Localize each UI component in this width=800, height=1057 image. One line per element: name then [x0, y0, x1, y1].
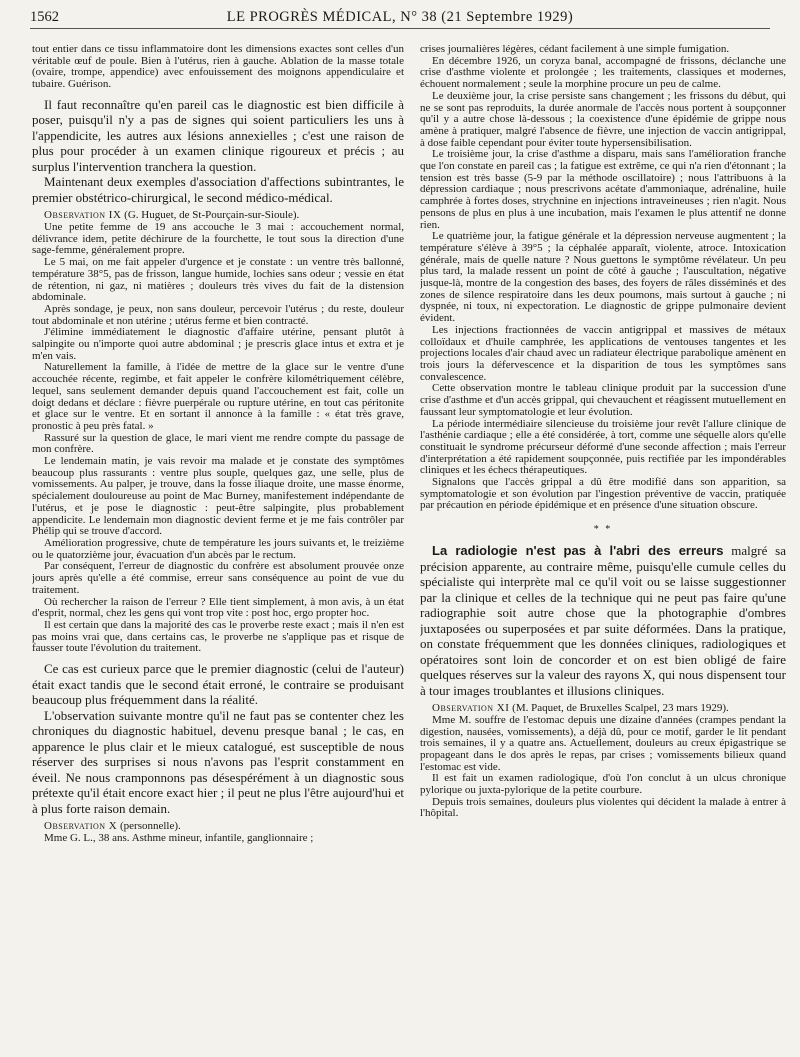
- radiology-text: malgré sa précision apparente, au contraire même, puisqu'elle cumule celles du spécialiste qui interprète mal ce qu'il voit ou se laisse suggestionner par la clinique et celles de la technique qui ne peut pas faire qu'une radiographie soit autre chose que la photographie d'ombres juxtaposées ou superposées et par suite déformées. Dans la pratique, on constate fréquemment que les données cliniques, radiologiques et opératoires sont loin de concorder et on est bien obligé de faire quelques réserves sur la valeur des rayons X, qui nous dispensent tour à tour images troublantes et illusions cliniques.: [420, 543, 786, 698]
- page-header: [30, 6, 770, 29]
- running-title: LE PROGRÈS MÉDICAL, N° 38 (21 Septembre 1929): [226, 8, 574, 25]
- paragraph: Depuis trois semaines, douleurs plus violentes qui décident la malade à entrer à l'hôpital.: [420, 795, 786, 820]
- paragraph: Les injections fractionnées de vaccin antigrippal et massives de métaux colloïdaux et d'huile camphrée, les applications de ventouses tangentes et les projections locales d'air chaud avec un radiateur électrique parabolique amènent en trois jours la défervescence et la disparition de tous les symptômes sans convalescence.: [420, 323, 786, 383]
- paragraph: Le lendemain matin, je vais revoir ma malade et je constate des symptômes beaucoup plus rassurants : ventre plus souple, quelques gaz, une selle, plus de vomissements. Au palper, je trouve, dans la fosse iliaque droite, une masse énorme, spécialement douloureuse au point de Mac Burney, manifestement indépendante de l'utérus, et je pose le diagnostic : peut-être salpingite, plus probablement appendicite. Le lendemain mon diagnostic devient ferme et je me fais contrôler par Phélip qui se trouve d'accord.: [32, 455, 404, 538]
- paragraph: Mme G. L., 38 ans. Asthme mineur, infantile, ganglionnaire ;: [44, 831, 314, 844]
- paragraph: Signalons que l'accès grippal a dû être modifié dans son apparition, sa symptomatologie et son évolution par l'ingestion préventive de vaccin, pratiquée par précaution en période épidémique et en présence d'une situation obscure.: [420, 476, 786, 512]
- paragraph: Naturellement la famille, à l'idée de mettre de la glace sur le ventre d'une accouchée récente, regimbe, et fait appeler le confrère kilométriquement célèbre, lequel, sans seulement demander depuis quand l'accouchement est fait, colle un doigt dedans et déclare : fièvre puerpérale ou rupture utérine, en tout cas péritonite et glace sur le ventre. Et en sortant il annonce à la famille : « état très grave, pronostic à peu près fatal. »: [32, 361, 404, 432]
- paragraph: Après sondage, je peux, non sans douleur, percevoir l'utérus ; du reste, douleur tout abdominale et non utérine ; utérus ferme et bien contracté.: [32, 302, 404, 327]
- radiology-paragraph: [420, 543, 786, 698]
- observation-source: (G. Huguet, de St-Pourçain-sur-Sioule).: [124, 209, 300, 222]
- paragraph: J'élimine immédiatement le diagnostic d'affaire utérine, pensant plutôt à salpingite ou n'importe quoi autre abdominal ; je prescris glace intus et extra et je m'en vais.: [32, 326, 404, 362]
- paragraph: L'observation suivante montre qu'il ne faut pas se contenter chez les chroniques du diagnostic habituel, devenu presque banal ; le cas, en apparence le plus clair et le mieux catalogué, est susceptible de nous réserver des surprises si nous n'avons pas l'esprit constamment en éveil. Ne nous cramponnons pas désespérément à un diagnostic sous prétexte qu'il était encore exact hier ; il peut ne plus l'être aujourd'hui et à plus forte raison demain.: [32, 707, 404, 816]
- section-separator: * *: [593, 524, 613, 536]
- paragraph: Mme M. souffre de l'estomac depuis une dizaine d'années (crampes pendant la digestion, nausées, vomissements), a déjà dû, pour ce motif, garder le lit pendant trois semaines, il y a quatre ans. Actuellement, douleurs au creux épigastrique se propageant dans le dos après le repas, par crises ; vomissements bilieux quand l'estomac est vide.: [420, 713, 786, 773]
- paragraph: Rassuré sur la question de glace, le mari vient me rendre compte du passage de mon confrère.: [32, 431, 404, 456]
- observation-source: (M. Paquet, de Bruxelles Scalpel, 23 mars 1929).: [512, 702, 729, 715]
- paragraph: En décembre 1926, un coryza banal, accompagné de frissons, déclanche une crise d'asthme violente et prolongée ; les traitements, classiques et modernes, échouent normalement ; seule la morphine procure un peu de calme.: [420, 54, 786, 91]
- paragraph: Il est fait un examen radiologique, d'où l'on conclut à un ulcus chronique pylorique ou juxta-pylorique de la petite courbure.: [420, 772, 786, 797]
- paragraph: Où rechercher la raison de l'erreur ? Elle tient simplement, à mon avis, à un état d'esprit, normal, chez les gens qui vont trop vite : post hoc, ergo propter hoc.: [32, 595, 404, 620]
- paragraph: Maintenant deux exemples d'association d'affections subintrantes, le premier obstétrico-chirurgical, le second médico-médical.: [32, 174, 404, 205]
- paragraph: Par conséquent, l'erreur de diagnostic du confrère est absolument prouvée onze jours après qu'elle a été commise, erreur sans conséquence au point de vue du traitement.: [32, 560, 404, 596]
- paragraph: Il faut reconnaître qu'en pareil cas le diagnostic est bien difficile à poser, puisqu'il n'y a pas de signes qui soient particuliers les uns à l'appendicite, les autres aux lésions annexielles ; c'est une raison de plus pour procéder à un examen clinique rigoureux et précis ; au surplus l'intervention tranchera la question.: [32, 96, 404, 174]
- page-number: 1562: [30, 8, 59, 25]
- paragraph: Amélioration progressive, chute de température les jours suivants et, le treizième ou le quatorzième jour, évacuation d'un abcès par le rectum.: [32, 537, 404, 561]
- right-column: [420, 44, 786, 1054]
- left-column: [32, 44, 404, 1054]
- paragraph: Le 5 mai, on me fait appeler d'urgence et je constate : un ventre très ballonné, température 38°5, pas de frisson, langue humide, lochies sans odeur ; vessie en état de rétention, ni gaz, ni matières ; douleurs très vives du fait de la distension abdominale.: [32, 256, 404, 304]
- observation-heading: [32, 821, 404, 833]
- paragraph: Le quatrième jour, la fatigue générale et la dépression nerveuse augmentent ; la température s'élève à 39°5 ; la céphalée apparaît, violente, atroce. Intoxication générale, mais de quelle nature ? Nous guettons le symptôme révélateur. Un peu plus tard, la malade ressent un point de côté à gauche ; l'auscultation, négative jusque-là, montre de la congestion des bases, des foyers de râles disséminés et des zones de silence respiratoire dans les deux poumons, mais surtout à gauche ; ni dyspnée, ni toux, ni expectoration. Le diagnostic de grippe pulmonaire devient évident.: [420, 230, 786, 325]
- paragraph: Une petite femme de 19 ans accouche le 3 mai : accouchement normal, délivrance idem, petite déchirure de la fourchette, le tout sous la direction d'une sage-femme, généralement propre.: [32, 221, 404, 257]
- paragraph: La période intermédiaire silencieuse du troisième jour revêt l'allure clinique de l'asthénie cardiaque ; elle a été considérée, à tort, comme une séquelle alors qu'elle constituait le syndrome précurseur déformé d'une seconde affection ; mais l'erreur d'interprétation a été rapidement soupçonnée, puis rectifiée par les impondérables cliniques et les échecs thérapeutiques.: [420, 417, 786, 477]
- radiology-heading: La radiologie n'est pas à l'abri des erreurs: [432, 543, 724, 559]
- observation-label: Observation IX: [44, 209, 122, 222]
- paragraph: Il est certain que dans la majorité des cas le proverbe reste exact ; mais il n'en est pas moins vrai que, dans certains cas, le proverbe ne s'applique pas et risque de fausser toute l'évolution du traitement.: [32, 618, 404, 655]
- observation-label: Observation XI: [432, 702, 510, 715]
- paragraph: crises journalières légères, cédant facilement à une simple fumigation.: [420, 44, 730, 55]
- paragraph: tout entier dans ce tissu inflammatoire dont les dimensions exactes sont celles d'un véritable œuf de poule. Bien à l'utérus, rien à gauche. Ablation de la masse totale (ovaire, trompe, appendice) avec enfouissement des moignons appendiculaire et tubaire. Guérison.: [32, 44, 404, 91]
- paragraph: Ce cas est curieux parce que le premier diagnostic (celui de l'auteur) était exact tandis que le second était erroné, le contraire se produisant beaucoup plus fréquemment dans la réalité.: [32, 661, 404, 708]
- paragraph: Cette observation montre le tableau clinique produit par la succession d'une crise d'asthme et d'un accès grippal, qui chevauchent et réagissent mutuellement en faussant leur symptomatologie et leur évolution.: [420, 382, 786, 418]
- observation-label: Observation X: [44, 820, 118, 833]
- observation-source: (personnelle).: [120, 820, 181, 833]
- paragraph: Le deuxième jour, la crise persiste sans changement ; les frissons du début, qui ne se sont pas reproduits, la durée anormale de l'accès nous portent à soupçonner qu'il y a autre chose là-dessous ; la coexistence d'une épidémie de grippe nous amène à pratiquer, malgré l'absence de fièvre, une injection de vaccin antigrippal, à dose faible cependant pour éviter toute hypersensibilisation.: [420, 89, 786, 149]
- paragraph: Le troisième jour, la crise d'asthme a disparu, mais sans l'amélioration franche que l'on constate en pareil cas ; la fatigue est extrême, ce qui n'a rien d'étonnant ; la tension est très basse (5-9 par la méthode oscillatoire) ; nous l'attribuons à la dépression cardiaque ; nous prescrivons acétate d'ammoniaque, adrénaline, huile camphrée à fortes doses, strychnine en injections intraveineuses ; rien n'agit. Nous pensons de plus en plus à une incubation, mais l'examen le plus attentif ne donne rien.: [420, 148, 786, 231]
